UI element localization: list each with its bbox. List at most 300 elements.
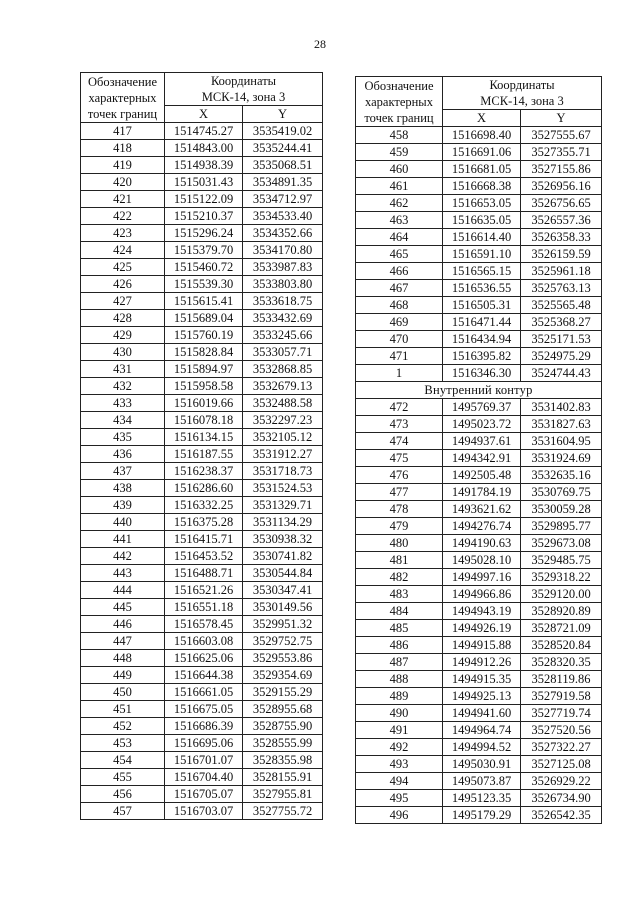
point-number-cell: 474: [356, 433, 443, 450]
point-number-cell: 438: [81, 480, 165, 497]
table-row: [81, 208, 323, 225]
table-row: [356, 671, 602, 688]
table-row: [81, 344, 323, 361]
y-coordinate-cell: 3531924.69: [521, 450, 602, 467]
x-coordinate-cell: 1494915.35: [443, 671, 521, 688]
point-number-cell: 433: [81, 395, 165, 412]
x-coordinate-cell: 1516691.06: [443, 144, 521, 161]
y-coordinate-cell: 3528520.84: [521, 637, 602, 654]
table-row: [356, 348, 602, 365]
x-coordinate-cell: 1494994.52: [443, 739, 521, 756]
y-coordinate-cell: 3527555.67: [521, 127, 602, 144]
point-number-cell: 460: [356, 161, 443, 178]
table-row: [81, 327, 323, 344]
y-coordinate-cell: 3529120.00: [521, 586, 602, 603]
point-number-cell: 454: [81, 752, 165, 769]
x-coordinate-cell: 1494342.91: [443, 450, 521, 467]
x-coordinate-cell: 1491784.19: [443, 484, 521, 501]
y-coordinate-cell: 3534712.97: [243, 191, 323, 208]
table-row: [356, 501, 602, 518]
y-coordinate-cell: 3532488.58: [243, 395, 323, 412]
table-row: [356, 297, 602, 314]
table-row: [356, 773, 602, 790]
y-coordinate-cell: 3527322.27: [521, 739, 602, 756]
y-coordinate-cell: 3530938.32: [243, 531, 323, 548]
coordinates-table-right: [355, 76, 602, 824]
y-coordinate-cell: 3529155.29: [243, 684, 323, 701]
point-number-cell: 495: [356, 790, 443, 807]
y-coordinate-cell: 3531524.53: [243, 480, 323, 497]
point-number-cell: 479: [356, 518, 443, 535]
point-number-cell: 480: [356, 535, 443, 552]
point-number-cell: 489: [356, 688, 443, 705]
point-number-cell: 458: [356, 127, 443, 144]
y-coordinate-cell: 3534891.35: [243, 174, 323, 191]
x-coordinate-cell: 1494926.19: [443, 620, 521, 637]
point-number-cell: 490: [356, 705, 443, 722]
designation-header-line: Обозначение: [364, 78, 434, 93]
x-coordinate-cell: 1515379.70: [165, 242, 243, 259]
table-row: [356, 280, 602, 297]
point-number-cell: 485: [356, 620, 443, 637]
y-coordinate-cell: 3533245.66: [243, 327, 323, 344]
y-coordinate-cell: 3527755.72: [243, 803, 323, 820]
point-number-cell: 455: [81, 769, 165, 786]
left-table-body: [81, 123, 323, 820]
point-number-cell: 476: [356, 467, 443, 484]
point-number-cell: 428: [81, 310, 165, 327]
table-row: [81, 276, 323, 293]
table-row: [356, 467, 602, 484]
x-coordinate-cell: 1515828.84: [165, 344, 243, 361]
y-coordinate-cell: 3527155.86: [521, 161, 602, 178]
table-row: [356, 263, 602, 280]
y-coordinate-cell: 3532105.12: [243, 429, 323, 446]
x-coordinate-cell: 1514843.00: [165, 140, 243, 157]
table-row: [356, 688, 602, 705]
right-table-body-inner: [356, 399, 602, 824]
point-number-cell: 478: [356, 501, 443, 518]
y-coordinate-cell: 3526358.33: [521, 229, 602, 246]
x-coordinate-cell: 1495023.72: [443, 416, 521, 433]
y-coordinate-cell: 3525368.27: [521, 314, 602, 331]
x-coordinate-cell: 1515615.41: [165, 293, 243, 310]
y-coordinate-cell: 3526734.90: [521, 790, 602, 807]
point-number-cell: 456: [81, 786, 165, 803]
y-coordinate-cell: 3530544.84: [243, 565, 323, 582]
table-row: [81, 633, 323, 650]
table-row: [81, 752, 323, 769]
x-coordinate-cell: 1516675.05: [165, 701, 243, 718]
x-coordinate-cell: 1494941.60: [443, 705, 521, 722]
point-number-cell: 487: [356, 654, 443, 671]
y-coordinate-cell: 3525961.18: [521, 263, 602, 280]
designation-header: [356, 77, 443, 127]
x-coordinate-cell: 1516635.05: [443, 212, 521, 229]
point-number-cell: 462: [356, 195, 443, 212]
point-number-cell: 431: [81, 361, 165, 378]
table-row: [356, 518, 602, 535]
point-number-cell: 463: [356, 212, 443, 229]
table-row: [356, 314, 602, 331]
y-coordinate-cell: 3529895.77: [521, 518, 602, 535]
point-number-cell: 423: [81, 225, 165, 242]
y-coordinate-cell: 3529553.86: [243, 650, 323, 667]
y-coordinate-cell: 3527919.58: [521, 688, 602, 705]
point-number-cell: 470: [356, 331, 443, 348]
point-number-cell: 481: [356, 552, 443, 569]
point-number-cell: 468: [356, 297, 443, 314]
y-coordinate-cell: 3527520.56: [521, 722, 602, 739]
y-coordinate-cell: 3525763.13: [521, 280, 602, 297]
y-column-header: Y: [521, 110, 602, 127]
y-coordinate-cell: 3524744.43: [521, 365, 602, 382]
table-row: [356, 484, 602, 501]
coordinates-table-left: [80, 72, 323, 820]
table-row: [356, 331, 602, 348]
x-coordinate-cell: 1495123.35: [443, 790, 521, 807]
inner-contour-section: [356, 382, 602, 399]
y-coordinate-cell: 3528721.09: [521, 620, 602, 637]
point-number-cell: 444: [81, 582, 165, 599]
table-row: [356, 756, 602, 773]
x-coordinate-cell: 1516415.71: [165, 531, 243, 548]
y-coordinate-cell: 3534170.80: [243, 242, 323, 259]
table-row: [356, 705, 602, 722]
table-row: [356, 790, 602, 807]
point-number-cell: 436: [81, 446, 165, 463]
coordinates-header-line: МСК-14, зона 3: [201, 90, 286, 104]
y-coordinate-cell: 3531402.83: [521, 399, 602, 416]
table-row: [356, 246, 602, 263]
y-coordinate-cell: 3531329.71: [243, 497, 323, 514]
table-row: [81, 582, 323, 599]
point-number-cell: 420: [81, 174, 165, 191]
x-coordinate-cell: 1516603.08: [165, 633, 243, 650]
y-coordinate-cell: 3527719.74: [521, 705, 602, 722]
point-number-cell: 448: [81, 650, 165, 667]
x-coordinate-cell: 1516614.40: [443, 229, 521, 246]
point-number-cell: 488: [356, 671, 443, 688]
y-coordinate-cell: 3532679.13: [243, 378, 323, 395]
y-coordinate-cell: 3528920.89: [521, 603, 602, 620]
y-coordinate-cell: 3528555.99: [243, 735, 323, 752]
y-coordinate-cell: 3531718.73: [243, 463, 323, 480]
y-coordinate-cell: 3529752.75: [243, 633, 323, 650]
y-coordinate-cell: 3528355.98: [243, 752, 323, 769]
point-number-cell: 492: [356, 739, 443, 756]
table-row: [81, 718, 323, 735]
table-row: [81, 531, 323, 548]
table-row: [356, 603, 602, 620]
point-number-cell: 432: [81, 378, 165, 395]
x-coordinate-cell: 1516488.71: [165, 565, 243, 582]
coordinates-header-line: Координаты: [489, 78, 555, 92]
y-coordinate-cell: 3526557.36: [521, 212, 602, 229]
section-row: [356, 382, 602, 399]
table-row: [356, 178, 602, 195]
table-row: [81, 123, 323, 140]
x-column-header: X: [165, 106, 243, 123]
y-coordinate-cell: 3525171.53: [521, 331, 602, 348]
y-coordinate-cell: 3524975.29: [521, 348, 602, 365]
x-coordinate-cell: 1494276.74: [443, 518, 521, 535]
table-row: [81, 497, 323, 514]
table-row: [356, 365, 602, 382]
x-coordinate-cell: 1516395.82: [443, 348, 521, 365]
point-number-cell: 451: [81, 701, 165, 718]
table-row: [81, 565, 323, 582]
x-coordinate-cell: 1494912.26: [443, 654, 521, 671]
table-row: [356, 127, 602, 144]
table-row: [356, 161, 602, 178]
table-row: [81, 293, 323, 310]
x-coordinate-cell: 1515760.19: [165, 327, 243, 344]
point-number-cell: 430: [81, 344, 165, 361]
point-number-cell: 441: [81, 531, 165, 548]
point-number-cell: 442: [81, 548, 165, 565]
x-coordinate-cell: 1515689.04: [165, 310, 243, 327]
table-row: [356, 433, 602, 450]
x-coordinate-cell: 1516578.45: [165, 616, 243, 633]
x-coordinate-cell: 1516701.07: [165, 752, 243, 769]
y-coordinate-cell: 3532635.16: [521, 467, 602, 484]
point-number-cell: 466: [356, 263, 443, 280]
table-row: [356, 807, 602, 824]
x-coordinate-cell: 1516332.25: [165, 497, 243, 514]
x-coordinate-cell: 1494915.88: [443, 637, 521, 654]
x-coordinate-cell: 1515210.37: [165, 208, 243, 225]
x-coordinate-cell: 1516705.07: [165, 786, 243, 803]
table-row: [81, 514, 323, 531]
x-coordinate-cell: 1515539.30: [165, 276, 243, 293]
point-number-cell: 426: [81, 276, 165, 293]
x-coordinate-cell: 1515031.43: [165, 174, 243, 191]
point-number-cell: 472: [356, 399, 443, 416]
table-row: [356, 620, 602, 637]
table-row: [81, 480, 323, 497]
x-coordinate-cell: 1516187.55: [165, 446, 243, 463]
point-number-cell: 482: [356, 569, 443, 586]
x-coordinate-cell: 1495073.87: [443, 773, 521, 790]
point-number-cell: 1: [356, 365, 443, 382]
table-row: [356, 416, 602, 433]
point-number-cell: 449: [81, 667, 165, 684]
table-row: [81, 616, 323, 633]
point-number-cell: 464: [356, 229, 443, 246]
designation-header: [81, 73, 165, 123]
y-coordinate-cell: 3530347.41: [243, 582, 323, 599]
table-row: [81, 225, 323, 242]
table-row: [81, 242, 323, 259]
point-number-cell: 434: [81, 412, 165, 429]
y-coordinate-cell: 3528119.86: [521, 671, 602, 688]
x-coordinate-cell: 1514745.27: [165, 123, 243, 140]
table-row: [81, 769, 323, 786]
point-number-cell: 417: [81, 123, 165, 140]
x-coordinate-cell: 1516375.28: [165, 514, 243, 531]
inner-contour-label: Внутренний контур: [356, 382, 602, 399]
table-row: [81, 701, 323, 718]
y-coordinate-cell: 3534352.66: [243, 225, 323, 242]
table-row: [81, 786, 323, 803]
x-column-header: X: [443, 110, 521, 127]
point-number-cell: 445: [81, 599, 165, 616]
y-coordinate-cell: 3535068.51: [243, 157, 323, 174]
x-coordinate-cell: 1516346.30: [443, 365, 521, 382]
table-row: [81, 395, 323, 412]
table-row: [81, 361, 323, 378]
x-coordinate-cell: 1516644.38: [165, 667, 243, 684]
point-number-cell: 443: [81, 565, 165, 582]
point-number-cell: 425: [81, 259, 165, 276]
point-number-cell: 457: [81, 803, 165, 820]
x-coordinate-cell: 1495769.37: [443, 399, 521, 416]
point-number-cell: 459: [356, 144, 443, 161]
y-coordinate-cell: 3526159.59: [521, 246, 602, 263]
x-coordinate-cell: 1516686.39: [165, 718, 243, 735]
point-number-cell: 465: [356, 246, 443, 263]
x-coordinate-cell: 1515296.24: [165, 225, 243, 242]
table-row: [356, 722, 602, 739]
x-coordinate-cell: 1516668.38: [443, 178, 521, 195]
x-coordinate-cell: 1516434.94: [443, 331, 521, 348]
point-number-cell: 422: [81, 208, 165, 225]
x-coordinate-cell: 1516521.26: [165, 582, 243, 599]
x-coordinate-cell: 1516453.52: [165, 548, 243, 565]
x-coordinate-cell: 1516681.05: [443, 161, 521, 178]
point-number-cell: 418: [81, 140, 165, 157]
point-number-cell: 473: [356, 416, 443, 433]
x-coordinate-cell: 1515894.97: [165, 361, 243, 378]
x-coordinate-cell: 1492505.48: [443, 467, 521, 484]
y-coordinate-cell: 3528755.90: [243, 718, 323, 735]
x-coordinate-cell: 1495028.10: [443, 552, 521, 569]
table-row: [81, 548, 323, 565]
table-row: [356, 144, 602, 161]
table-row: [356, 195, 602, 212]
x-coordinate-cell: 1494966.86: [443, 586, 521, 603]
x-coordinate-cell: 1494964.74: [443, 722, 521, 739]
y-coordinate-cell: 3526956.16: [521, 178, 602, 195]
table-row: [356, 535, 602, 552]
y-coordinate-cell: 3533432.69: [243, 310, 323, 327]
table-row: [81, 803, 323, 820]
coordinates-header: [443, 77, 602, 110]
point-number-cell: 427: [81, 293, 165, 310]
y-coordinate-cell: 3528955.68: [243, 701, 323, 718]
point-number-cell: 496: [356, 807, 443, 824]
y-coordinate-cell: 3525565.48: [521, 297, 602, 314]
table-row: [81, 463, 323, 480]
y-coordinate-cell: 3532868.85: [243, 361, 323, 378]
y-coordinate-cell: 3535419.02: [243, 123, 323, 140]
page-number: 28: [314, 37, 326, 51]
y-coordinate-cell: 3529673.08: [521, 535, 602, 552]
y-coordinate-cell: 3530741.82: [243, 548, 323, 565]
x-coordinate-cell: 1516019.66: [165, 395, 243, 412]
x-coordinate-cell: 1516703.07: [165, 803, 243, 820]
y-coordinate-cell: 3528320.35: [521, 654, 602, 671]
point-number-cell: 421: [81, 191, 165, 208]
point-number-cell: 450: [81, 684, 165, 701]
x-coordinate-cell: 1516565.15: [443, 263, 521, 280]
y-coordinate-cell: 3533057.71: [243, 344, 323, 361]
table-row: [356, 569, 602, 586]
table-row: [81, 684, 323, 701]
x-coordinate-cell: 1495179.29: [443, 807, 521, 824]
table-row: [81, 446, 323, 463]
y-coordinate-cell: 3526929.22: [521, 773, 602, 790]
y-coordinate-cell: 3533618.75: [243, 293, 323, 310]
table-row: [81, 735, 323, 752]
point-number-cell: 484: [356, 603, 443, 620]
table-row: [81, 174, 323, 191]
y-coordinate-cell: 3531604.95: [521, 433, 602, 450]
table-row: [356, 654, 602, 671]
point-number-cell: 453: [81, 735, 165, 752]
point-number-cell: 475: [356, 450, 443, 467]
x-coordinate-cell: 1495030.91: [443, 756, 521, 773]
y-coordinate-cell: 3531827.63: [521, 416, 602, 433]
x-coordinate-cell: 1516625.06: [165, 650, 243, 667]
point-number-cell: 493: [356, 756, 443, 773]
table-row: [81, 157, 323, 174]
point-number-cell: 452: [81, 718, 165, 735]
x-coordinate-cell: 1494190.63: [443, 535, 521, 552]
x-coordinate-cell: 1494943.19: [443, 603, 521, 620]
y-coordinate-cell: 3530149.56: [243, 599, 323, 616]
coordinates-header: [165, 73, 323, 106]
x-coordinate-cell: 1494937.61: [443, 433, 521, 450]
table-row: [356, 586, 602, 603]
x-coordinate-cell: 1516134.15: [165, 429, 243, 446]
y-coordinate-cell: 3530059.28: [521, 501, 602, 518]
x-coordinate-cell: 1516661.05: [165, 684, 243, 701]
y-coordinate-cell: 3529354.69: [243, 667, 323, 684]
designation-header-line: характерных: [365, 94, 433, 109]
y-coordinate-cell: 3533987.83: [243, 259, 323, 276]
y-coordinate-cell: 3535244.41: [243, 140, 323, 157]
table-row: [356, 450, 602, 467]
table-row: [81, 310, 323, 327]
x-coordinate-cell: 1494925.13: [443, 688, 521, 705]
table-row: [81, 412, 323, 429]
point-number-cell: 447: [81, 633, 165, 650]
point-number-cell: 419: [81, 157, 165, 174]
point-number-cell: 437: [81, 463, 165, 480]
y-coordinate-cell: 3531912.27: [243, 446, 323, 463]
y-coordinate-cell: 3530769.75: [521, 484, 602, 501]
table-row: [81, 140, 323, 157]
x-coordinate-cell: 1516078.18: [165, 412, 243, 429]
x-coordinate-cell: 1515122.09: [165, 191, 243, 208]
y-coordinate-cell: 3527125.08: [521, 756, 602, 773]
point-number-cell: 461: [356, 178, 443, 195]
y-coordinate-cell: 3534533.40: [243, 208, 323, 225]
y-coordinate-cell: 3526756.65: [521, 195, 602, 212]
x-coordinate-cell: 1516653.05: [443, 195, 521, 212]
table-row: [81, 599, 323, 616]
point-number-cell: 477: [356, 484, 443, 501]
y-coordinate-cell: 3528155.91: [243, 769, 323, 786]
point-number-cell: 469: [356, 314, 443, 331]
point-number-cell: 471: [356, 348, 443, 365]
point-number-cell: 440: [81, 514, 165, 531]
point-number-cell: 424: [81, 242, 165, 259]
point-number-cell: 429: [81, 327, 165, 344]
y-coordinate-cell: 3532297.23: [243, 412, 323, 429]
